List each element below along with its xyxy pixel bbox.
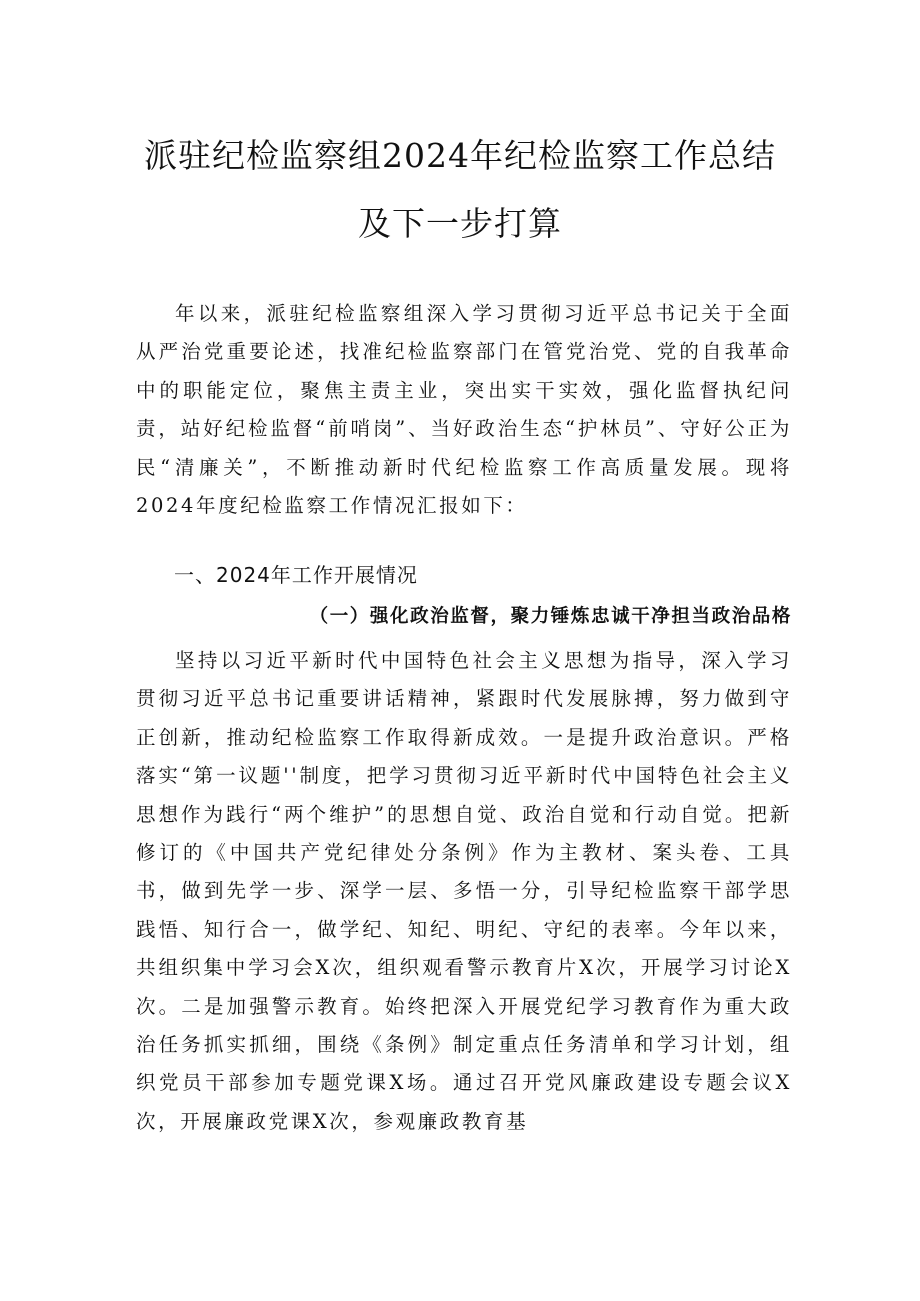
body-paragraph: 坚持以习近平新时代中国特色社会主义思想为指导，深入学习贯彻习近平总书记重要讲话精神，紧跟时代发展脉搏，努力做到守正创新，推动纪检监察工作取得新成效。一是提升政治意识。严格落实“第一议题''制度，把学习贯彻习近平新时代中国特色社会主义思想作为践行“两个维护”的思想自觉、政治自觉和行动自觉。把新修订的《中国共产党纪律处分条例》作为主教材、案头卷、工具书，做到先学一步、深学一层、多悟一分，引导纪检监察干部学思践悟、知行合一，做学纪、知纪、明纪、守纪的表率。今年以来，共组织集中学习会X次，组织观看警示教育片X次，开展学习讨论X次。二是加强警示教育。始终把深入开展党纪学习教育作为重大政治任务抓实抓细，围绕《条例》制定重点任务清单和学习计划，组织党员干部参加专题党课X场。通过召开党风廉政建设专题会议X次，开展廉政党课X次，参观廉政教育基 (136, 649, 792, 1133)
document-title-line-2: 及下一步打算 (358, 204, 562, 243)
intro-paragraph: 年以来，派驻纪检监察组深入学习贯彻习近平总书记关于全面从严治党重要论述，找准纪检监察部门在管党治党、党的自我革命中的职能定位，聚焦主责主业，突出实干实效，强化监督执纪问责，站好纪检监督“前哨岗”、当好政治生态“护林员”、守好公正为民“清廉关”，不断推动新时代纪检监察工作高质量发展。现将2024年度纪检监察工作情况汇报如下： (136, 302, 792, 518)
subsection-heading-1: （一）强化政治监督，聚力锤炼忠诚干净担当政治品格 (309, 606, 792, 627)
body-section (136, 642, 792, 1141)
section-heading-1: 一、2024年工作开展情况 (174, 563, 418, 587)
intro-section (136, 295, 792, 525)
document-title-line-1: 派驻纪检监察组2024年纪检监察工作总结 (144, 136, 776, 175)
